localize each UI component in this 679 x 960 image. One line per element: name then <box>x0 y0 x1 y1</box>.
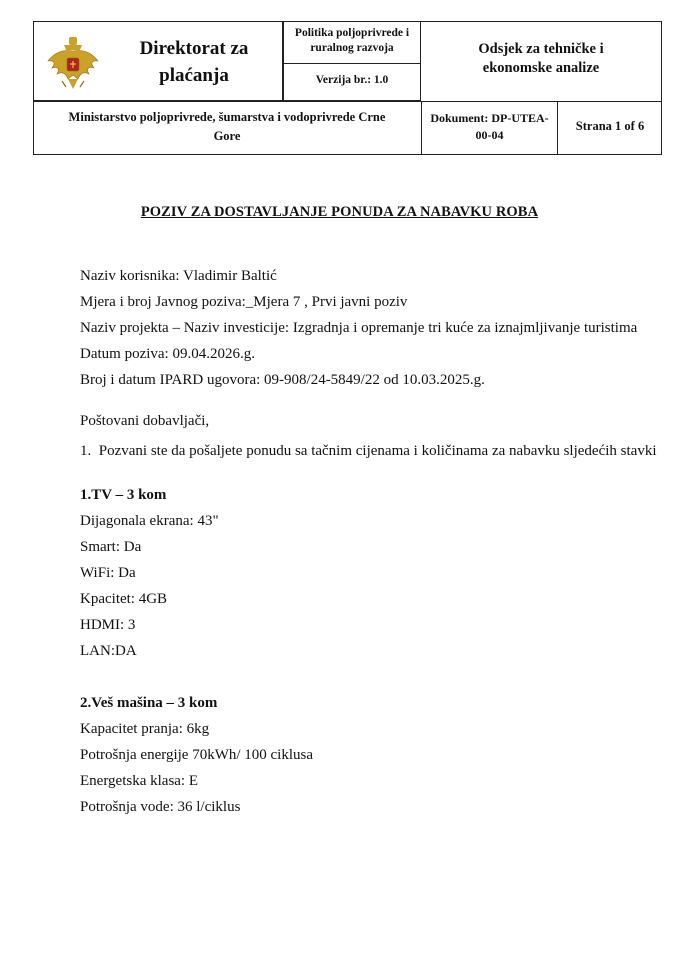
document-title: POZIV ZA DOSTAVLJANJE PONUDA ZA NABAVKU ROBA <box>140 204 539 220</box>
page-number: Strana 1 of 6 <box>575 119 645 133</box>
item-spec: Energetska klasa: E <box>80 773 199 789</box>
document-code: Dokument: DP-UTEA- 00-04 <box>430 111 549 142</box>
org-title: Direktorat za plaćanja <box>139 38 249 86</box>
greeting: Poštovani dobavljači, <box>80 413 210 429</box>
item-spec: Potrošnja energije 70kWh/ 100 ciklusa <box>80 747 314 763</box>
info-measure: Mjera i broj Javnog poziva:_Mjera 7 , Prvi javni poziv <box>80 294 408 310</box>
version-label: Verzija br.: 1.0 <box>315 74 389 86</box>
info-project: Naziv projekta – Naziv investicije: Izgradnja i opremanje tri kuće za iznajmljivanje turistima <box>80 320 638 336</box>
info-contract: Broj i datum IPARD ugovora: 09-908/24-5849/22 od 10.03.2025.g. <box>80 372 485 388</box>
intro-paragraph: 1. Pozvani ste da pošaljete ponudu sa tačnim cijenama i količinama za nabavku sljedećih stavki <box>80 443 657 459</box>
info-date: Datum poziva: 09.04.2026.g. <box>80 346 255 362</box>
item-spec: Kapacitet pranja: 6kg <box>80 721 210 737</box>
item-spec: LAN:DA <box>80 643 137 659</box>
coat-of-arms-emblem <box>44 35 102 93</box>
item-heading: 2.Veš mašina – 3 kom <box>80 695 218 711</box>
item-spec: Potrošnja vode: 36 l/ciklus <box>80 799 241 815</box>
info-beneficiary: Naziv korisnika: Vladimir Baltić <box>80 268 277 284</box>
item-heading: 1.TV – 3 kom <box>80 487 167 503</box>
item-spec: HDMI: 3 <box>80 617 136 633</box>
item-spec: WiFi: Da <box>80 565 136 581</box>
policy-title: Politika poljoprivrede i ruralnog razvoja <box>294 27 410 54</box>
department-title: Odsjek za tehničke i ekonomske analize <box>478 41 604 76</box>
item-spec: Smart: Da <box>80 539 142 555</box>
item-spec: Dijagonala ekrana: 43" <box>80 513 219 529</box>
ministry-name: Ministarstvo poljoprivrede, šumarstva i vodoprivrede Crne Gore <box>68 110 386 143</box>
item-spec: Kpacitet: 4GB <box>80 591 168 607</box>
